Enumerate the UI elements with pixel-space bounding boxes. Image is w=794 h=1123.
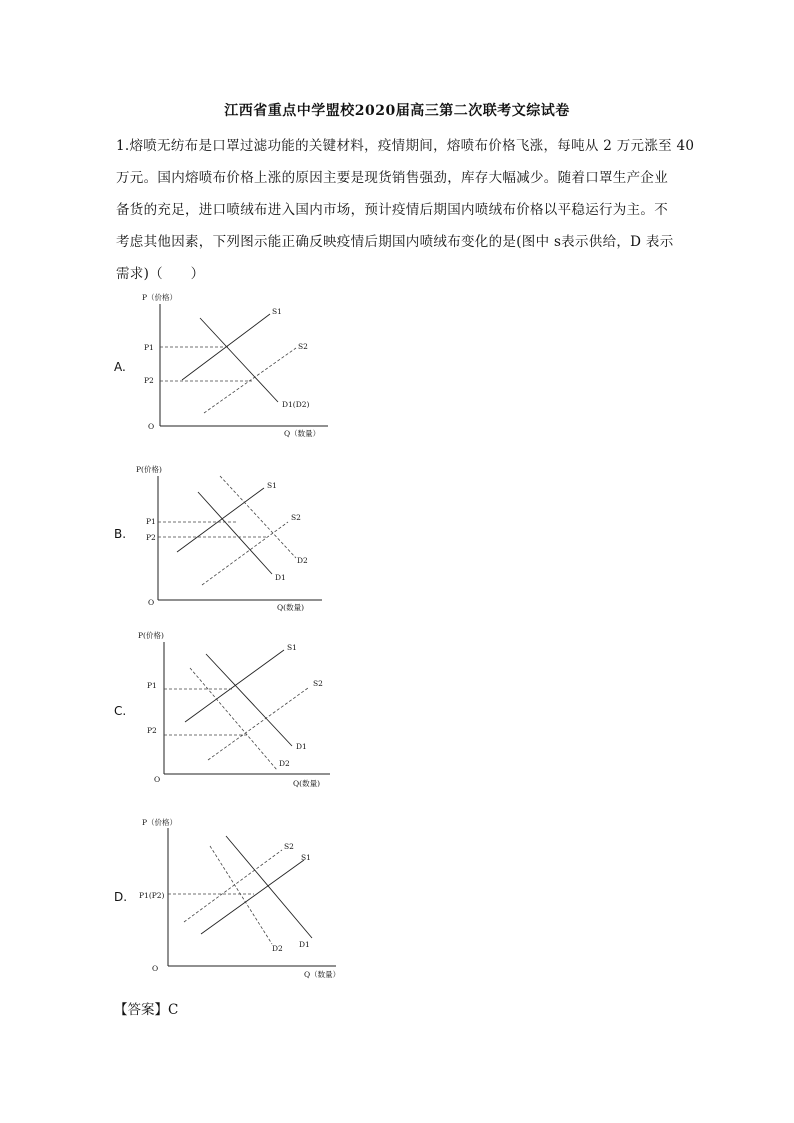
p2-label: P2	[146, 533, 156, 542]
origin-label: O	[148, 422, 155, 431]
s1-label: S1	[287, 643, 297, 652]
option-d-graph	[138, 814, 350, 984]
y-axis-label: P（价格）	[142, 293, 178, 302]
question-line-2: 万元。国内熔喷布价格上涨的原因主要是现货销售强劲，库存大幅减少。随着口罩生产企业	[116, 170, 668, 186]
s2-line	[208, 688, 308, 760]
x-axis-label: Q（数量）	[284, 429, 321, 438]
option-c-graph	[140, 628, 345, 793]
question-line-4: 考虑其他因素，下列图示能正确反映疫情后期国内喷绒布变化的是(图中 s表示供给，D 表示	[116, 234, 674, 250]
origin-label: O	[152, 964, 159, 973]
x-axis-label: Q(数量)	[293, 779, 321, 788]
p1-label: P1	[144, 343, 154, 352]
d1-line	[226, 836, 312, 938]
s1-label: S1	[272, 307, 282, 316]
option-b-letter: B.	[114, 527, 127, 541]
d-label: D1(D2)	[282, 400, 310, 409]
d1-label: D1	[296, 742, 307, 751]
y-axis-label: P(价格)	[138, 631, 164, 640]
x-axis-label: Q（数量）	[304, 970, 341, 979]
option-a-letter: A.	[114, 360, 126, 374]
d1-line	[198, 492, 272, 574]
y-axis-label: P(价格)	[136, 465, 162, 474]
s1-label: S1	[267, 481, 277, 490]
p1-label: P1	[147, 681, 157, 690]
d-line	[200, 318, 278, 402]
d1-label: D1	[299, 940, 310, 949]
option-c-letter: C.	[114, 704, 127, 718]
d2-line	[220, 476, 296, 558]
s1-line	[185, 650, 284, 722]
s2-label: S2	[298, 342, 308, 351]
option-b-graph	[136, 462, 340, 617]
option-a-graph	[140, 290, 340, 445]
origin-label: O	[154, 775, 161, 784]
s1-label: S1	[301, 853, 311, 862]
s2-label: S2	[313, 679, 323, 688]
s2-label: S2	[291, 513, 301, 522]
question-line-3: 备货的充足，进口喷绒布进入国内市场，预计疫情后期国内喷绒布价格以平稳运行为主。不	[116, 202, 668, 218]
p2-label: P2	[144, 376, 154, 385]
s1-line	[201, 860, 304, 934]
d1-label: D1	[275, 573, 286, 582]
p1-p2-label: P1(P2)	[139, 891, 165, 900]
option-d-letter: D.	[114, 890, 128, 904]
origin-label: O	[148, 598, 155, 607]
d2-label: D2	[297, 556, 308, 565]
s2-label: S2	[284, 842, 294, 851]
answer-text: 【答案】C	[114, 1002, 179, 1018]
d2-label: D2	[279, 759, 290, 768]
exam-title: 江西省重点中学盟校2020届高三第二次联考文综试卷	[224, 103, 570, 119]
d1-line	[206, 654, 292, 746]
question-line-1: 1.熔喷无纺布是口罩过滤功能的关键材料，疫情期间，熔喷布价格飞涨，每吨从 2 万元涨至 40	[116, 138, 695, 154]
d2-label: D2	[272, 944, 283, 953]
d2-line	[210, 846, 272, 944]
question-line-5: 需求)（ ）	[116, 266, 205, 282]
s1-line	[177, 488, 264, 552]
p2-label: P2	[147, 726, 157, 735]
y-axis-label: P（价格）	[142, 818, 178, 827]
x-axis-label: Q(数量)	[277, 603, 305, 612]
p1-label: P1	[146, 517, 156, 526]
